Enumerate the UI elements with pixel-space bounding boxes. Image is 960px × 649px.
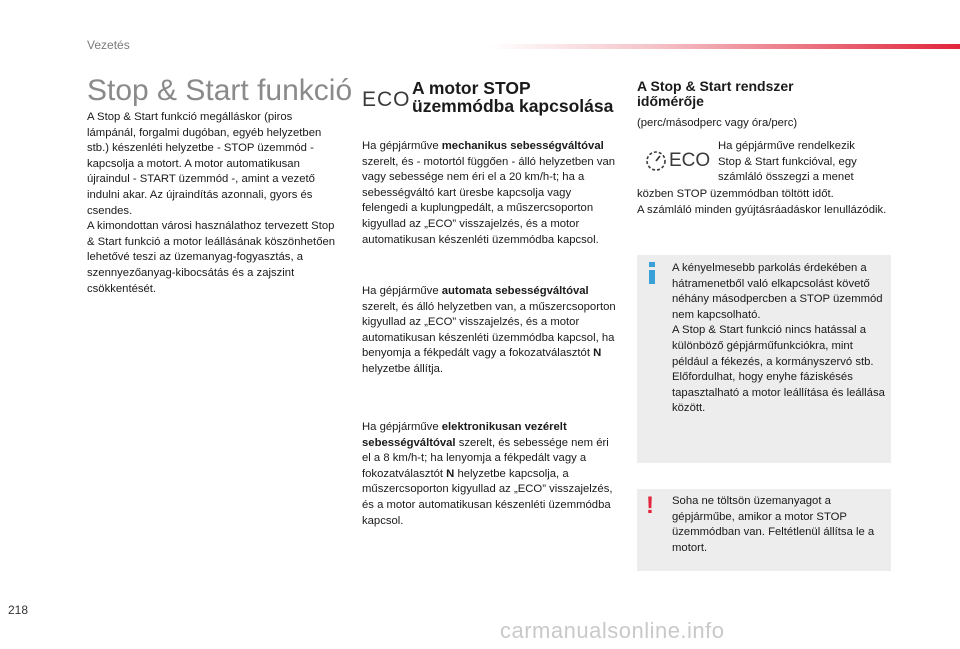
page-title: Stop & Start funkció	[87, 74, 353, 107]
timer-heading-line2: időmérője	[637, 93, 704, 109]
automatic-gearbox-text-pre: Ha gépjárműve	[362, 285, 442, 297]
manual-gearbox-bold: mechanikus sebességváltóval	[441, 140, 604, 152]
manual-gearbox-text-pre: Ha gépjárműve	[362, 140, 442, 152]
automatic-gearbox-bold: automata sebességváltóval	[441, 285, 589, 297]
manual-gearbox-paragraph	[362, 139, 618, 248]
intro-text-block	[87, 110, 343, 297]
electronic-gearbox-text-pre: Ha gépjárműve	[362, 421, 442, 433]
intro-paragraph-2: A kimondottan városi használathoz tervezett Stop & Start funkció a motor leállásának köszönhetően lehetővé teszi az üzemanyag-fogyasztás, a szennyezőanyag-kibocsátás és a zajszint csökkentését.	[87, 220, 336, 295]
electronic-gearbox-bold: elektronikusan vezérelt sebességváltóval	[362, 421, 567, 449]
info-paragraph-3: Előfordulhat, hogy enyhe fáziskésés tapasztalható a motor leállítása és leállása között.	[672, 371, 885, 415]
warning-text: Soha ne töltsön üzemanyagot a gépjárműbe, amikor a motor STOP üzemmódban van. Feltétlenül állítsa le a motort.	[672, 495, 875, 554]
automatic-gearbox-text-mid: szerelt, és álló helyzetben van, a műszercsoporton kigyullad az „ECO” visszajelzés, és a motor automatikusan készenléti üzemmódba kapcsol, ha benyomja a fékpedált vagy a fokozatválasztót	[362, 300, 616, 360]
eco-timer-gauge-icon	[645, 150, 710, 172]
electronic-gearbox-text-mid: szerelt, és sebessége nem éri el a 8 km/h-t; ha lenyomja a fékpedált vagy a fokozatválasztót	[362, 436, 609, 480]
info-paragraph-2: A Stop & Start funkció nincs hatással a különböző gépjárműfunkciókra, mint például a fékezés, a kormányszervó stb.	[672, 324, 874, 368]
section-label: Vezetés	[87, 38, 130, 52]
automatic-gearbox-paragraph	[362, 284, 618, 378]
timer-units-subtitle: (perc/másodperc vagy óra/perc)	[637, 117, 798, 129]
info-icon	[647, 262, 657, 284]
header-accent-bar	[490, 44, 960, 49]
gauge-eco-label: ECO	[669, 150, 711, 171]
stop-mode-heading-line2: üzemmódba kapcsolása	[412, 96, 614, 116]
automatic-gearbox-n: N	[593, 347, 602, 360]
electronic-gearbox-n: N	[446, 467, 455, 480]
timer-reset-text: A számláló minden gyújtásráadáskor lenullázódik.	[637, 203, 887, 216]
info-paragraph-1: A kényelmesebb parkolás érdekében a hátramenetből való elkapcsolást követő néhány másodpercben a STOP üzemmód nem kapcsolható.	[672, 262, 883, 321]
stop-mode-heading-line1: A motor STOP	[412, 78, 531, 98]
timer-description-cont	[637, 187, 887, 218]
page-number: 218	[8, 603, 29, 617]
eco-indicator-icon: ECO	[362, 88, 411, 111]
info-box-text	[672, 261, 886, 417]
timer-description-line: közben STOP üzemmódban töltött időt.	[637, 188, 834, 200]
gauge-dial-icon	[645, 150, 667, 172]
automatic-gearbox-text-post: helyzetbe állítja.	[362, 362, 444, 375]
warning-icon: !	[646, 492, 654, 519]
manual-gearbox-text-post: szerelt, és - motortól függően - álló helyzetben van vagy sebessége nem éri el a 20 km/h-t; ha a sebességváltó kart üresbe kapcsolja vagy felengedi a kuplungpedált, a műszercsoporton kigyullad az „ECO” visszajelzés, és a motor automatikusan készenléti üzemmódba kapcsol.	[362, 155, 616, 246]
timer-description-beside-icon: Ha gépjárműve rendelkezik Stop & Start funkcióval, egy számláló összegzi a menet	[718, 140, 857, 184]
electronic-gearbox-paragraph	[362, 420, 618, 529]
intro-paragraph: A Stop & Start funkció megálláskor (piros lámpánál, forgalmi dugóban, egyéb helyzetben stb.) készenléti helyzetbe - STOP üzemmód - kapcsolja a motort. A motor automatikusan újraindul - START üzemmód -, amint a vezető indulni akar. Az újraindítás azonnali, gyors és csendes.	[87, 111, 322, 217]
electronic-gearbox-text-post: helyzetbe kapcsolja, a műszercsoporton kigyullad az „ECO” visszajelzés, és a motor automatikusan készenléti üzemmódba kapcsol.	[362, 467, 613, 527]
timer-heading	[637, 79, 877, 109]
watermark: carmanualsonline.info	[500, 618, 725, 643]
stop-mode-heading	[412, 79, 622, 115]
timer-heading-line1: A Stop & Start rendszer	[637, 78, 794, 94]
